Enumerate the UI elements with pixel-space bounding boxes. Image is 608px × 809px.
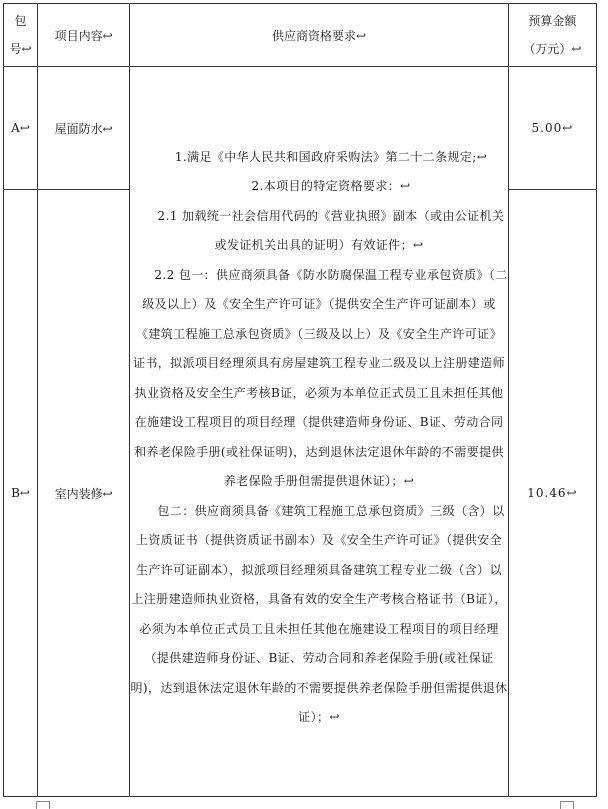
requirements-cell — [130, 67, 509, 797]
header-requirements: 供应商资格要求↩ — [130, 4, 509, 67]
requirement-p4: 2.2 包一：供应商须具备《防水防腐保温工程专业承包资质》（二级及以上）及《安全生产许可证》（提供安全生产许可证副本）或《建筑工程施工总承包资质》（三级及以上）及《安全生产许可证》证书，拟派项目经理须具有房屋建筑工程专业二级及以上注册建造师执业资格及安全生产考核B证，必须为本单位正式员工且未担任其他在施建设工程项目的项目经理（提供建造师身份证、B证、劳动合同和养老保险手册(或社保证明)，达到退休法定退休年龄的不需要提供养老保险手册但需提供退休证）；↩ — [132, 267, 508, 488]
header-package-line2: 号↩ — [9, 42, 32, 56]
page-corner-mark-right — [560, 801, 574, 809]
requirement-p3: 2.1 加载统一社会信用代码的《营业执照》副本（或由公证机关或发证机关出具的证明）有效证件；↩ — [157, 208, 505, 252]
header-package-line1: 包 — [14, 14, 27, 28]
package-cell-b: B↩ — [4, 190, 38, 797]
item-cell-a: 屋面防水↩ — [38, 67, 130, 190]
header-item: 项目内容↩ — [38, 4, 130, 67]
header-package — [4, 4, 38, 67]
requirement-p1: 1.满足《中华人民共和国政府采购法》第二十二条规定;↩ — [174, 149, 488, 164]
requirement-p5: 包二：供应商须具备《建筑工程施工总承包资质》三级（含）以上资质证书（提供资质证书副本）及《安全生产许可证》（提供安全生产许可证副本），拟派项目经理须具备建筑工程专业二级（含）以上注册建造师执业资格，具备有效的安全生产考核合格证书（B证），必须为本单位正式员工且未担任其他在施建设工程项目的项目经理（提供建造师身份证、B证、劳动合同和养老保险手册(或社保证明)，达到退休法定退休年龄的不需要提供养老保险手册但需提供退休证）；↩ — [130, 503, 508, 724]
header-amount-line2: （万元）↩ — [523, 42, 582, 56]
header-row — [4, 4, 597, 67]
procurement-table — [3, 3, 597, 797]
header-amount — [508, 4, 596, 67]
header-amount-line1: 预算金额 — [528, 14, 577, 28]
amount-cell-a: 5.00↩ — [508, 67, 596, 190]
amount-cell-b: 10.46↩ — [508, 190, 596, 797]
package-cell-a: A↩ — [4, 67, 38, 190]
requirement-p2: 2.本项目的特定资格要求：↩ — [251, 179, 411, 193]
table-row-a — [4, 67, 597, 190]
item-cell-b: 室内装修↩ — [38, 190, 130, 797]
page-corner-mark-left — [36, 801, 50, 809]
